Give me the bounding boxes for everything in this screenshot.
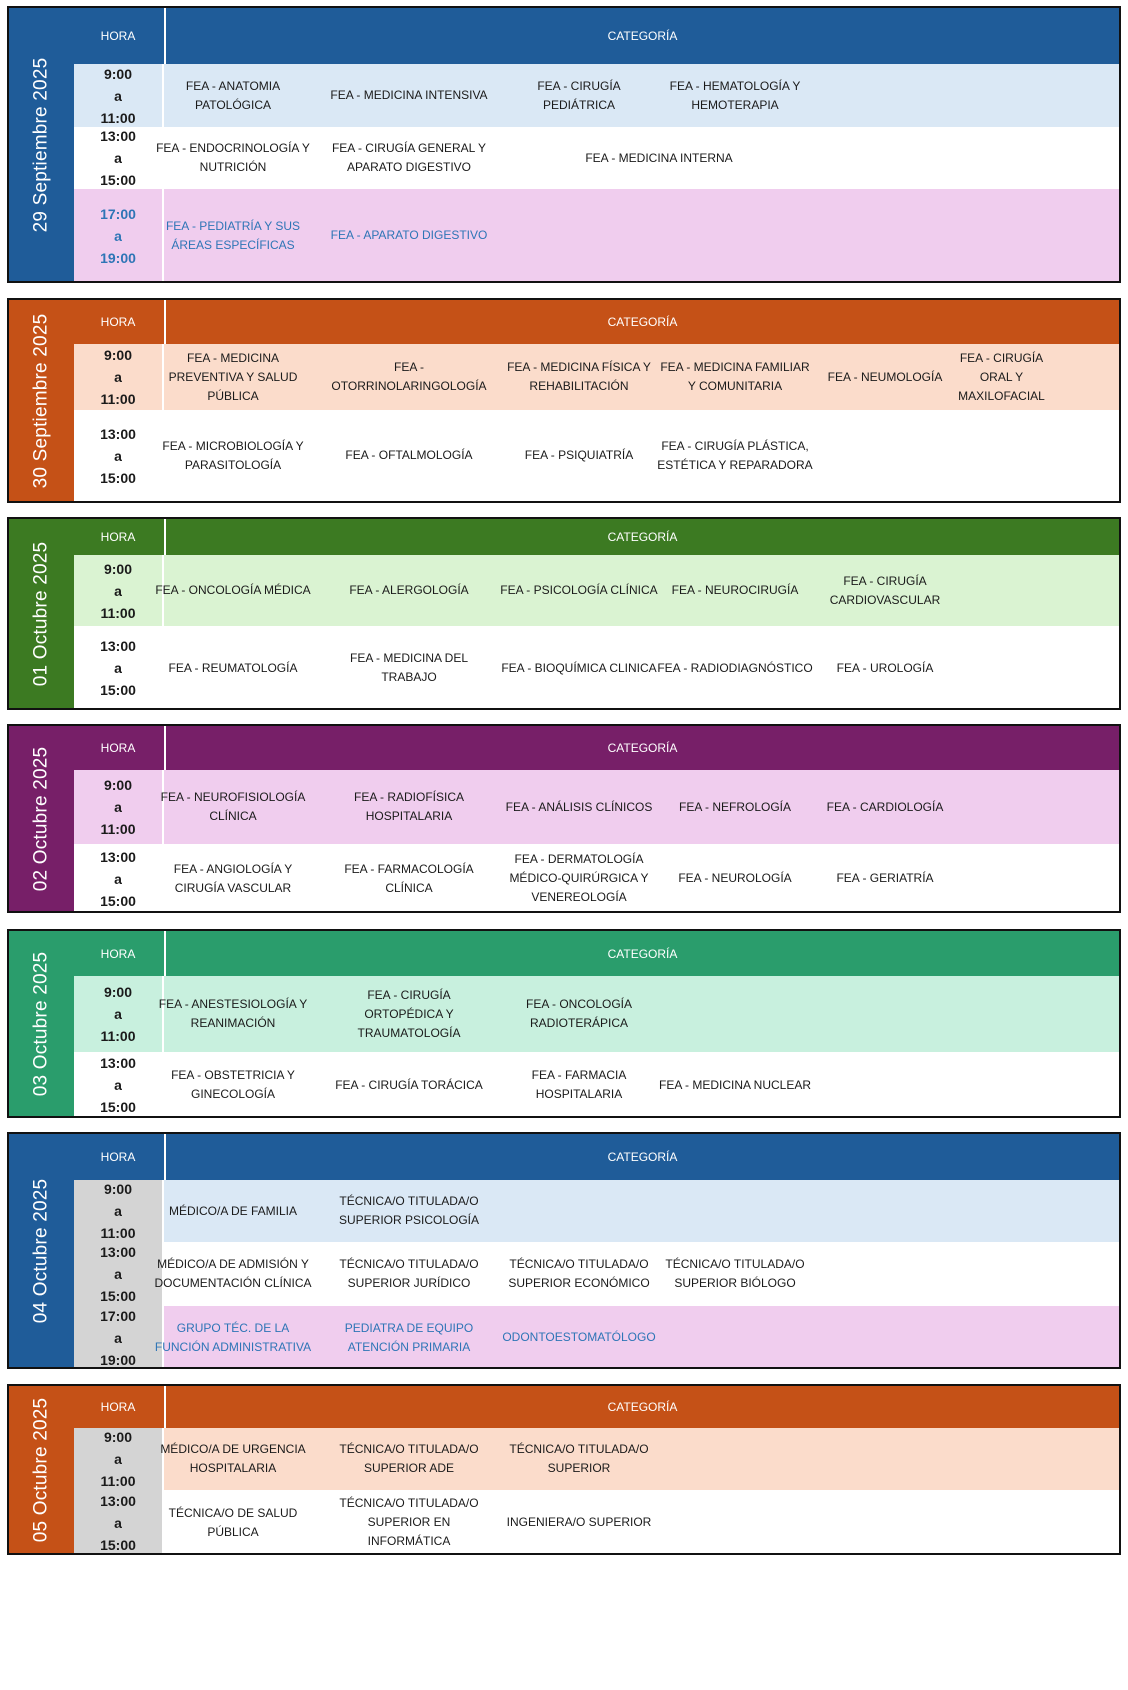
category-label: FEA - MICROBIOLOGÍA Y PARASITOLOGÍA bbox=[162, 438, 304, 472]
time-end: 19:00 bbox=[100, 1351, 136, 1368]
header-bar bbox=[74, 726, 1119, 770]
category-label: FEA - BIOQUÍMICA CLINICA bbox=[501, 660, 657, 675]
category-label: FEA - ANÁLISIS CLÍNICOS bbox=[505, 799, 653, 814]
category-label: FEA - OTORRINOLARINGOLOGÍA bbox=[331, 360, 487, 393]
hora-header: HORA bbox=[100, 1400, 136, 1414]
schedule-block bbox=[7, 1384, 1121, 1555]
date-column bbox=[9, 519, 74, 708]
category-label: PEDIATRA DE EQUIPO ATENCIÓN PRIMARIA bbox=[344, 1320, 474, 1354]
category-cell bbox=[806, 770, 964, 844]
header-bar bbox=[74, 300, 1119, 344]
time-slot bbox=[74, 1180, 162, 1242]
time-connector: a bbox=[114, 1329, 122, 1346]
category-cell bbox=[500, 844, 658, 913]
time-connector: a bbox=[114, 87, 122, 104]
time-start: 13:00 bbox=[100, 128, 136, 144]
category-label: FEA - MEDICINA PREVENTIVA Y SALUD PÚBLICA bbox=[168, 350, 298, 403]
category-label: FEA - PSICOLOGÍA CLÍNICA bbox=[500, 583, 658, 597]
schedule-block bbox=[7, 517, 1121, 710]
category-cell bbox=[944, 344, 1059, 410]
category-cell bbox=[154, 1490, 312, 1555]
schedule-row bbox=[74, 344, 1119, 410]
category-label: FEA - CARDIOLOGÍA bbox=[826, 799, 944, 814]
category-cell bbox=[656, 64, 814, 127]
category-label: FEA - CIRUGÍA GENERAL Y APARATO DIGESTIVO bbox=[331, 141, 487, 174]
time-start: 9:00 bbox=[103, 560, 133, 577]
category-cell bbox=[330, 189, 488, 282]
category-label: FEA - CIRUGÍA TORÁCICA bbox=[335, 1077, 483, 1092]
category-cell bbox=[806, 844, 964, 913]
time-connector: a bbox=[114, 1006, 122, 1022]
category-cell bbox=[154, 844, 312, 913]
time-start: 13:00 bbox=[100, 638, 136, 654]
time-connector: a bbox=[114, 447, 122, 464]
time-start: 13:00 bbox=[100, 848, 136, 865]
category-cell bbox=[330, 127, 488, 189]
time-start: 13:00 bbox=[100, 1055, 136, 1071]
category-cell bbox=[154, 976, 312, 1052]
time-slot bbox=[74, 1242, 162, 1306]
time-end: 11:00 bbox=[100, 391, 136, 407]
time-slot bbox=[74, 127, 162, 189]
categoria-header: CATEGORÍA bbox=[164, 8, 1119, 64]
category-cell bbox=[330, 844, 488, 913]
category-label: MÉDICO/A DE URGENCIA HOSPITALARIA bbox=[160, 1442, 306, 1475]
category-label: FEA - FARMACOLOGÍA CLÍNICA bbox=[344, 861, 474, 895]
category-label: FEA - ANGIOLOGÍA Y CIRUGÍA VASCULAR bbox=[173, 861, 293, 895]
category-label: FEA - ALERGOLOGÍA bbox=[349, 583, 469, 597]
date-label: 29 Septiembre 2025 bbox=[30, 57, 52, 232]
time-end: 15:00 bbox=[100, 469, 136, 486]
hora-header: HORA bbox=[100, 29, 136, 43]
category-cell bbox=[330, 1490, 488, 1555]
categoria-header: CATEGORÍA bbox=[164, 726, 1119, 770]
category-cell bbox=[806, 626, 964, 710]
category-label: TÉCNICA/O TITULADA/O SUPERIOR EN INFORMÁTICA bbox=[339, 1496, 479, 1548]
schedule-row bbox=[74, 1428, 1119, 1490]
category-cell bbox=[656, 344, 814, 410]
time-connector: a bbox=[114, 870, 122, 887]
category-cell bbox=[330, 1242, 488, 1306]
time-end: 15:00 bbox=[100, 172, 136, 188]
time-start: 9:00 bbox=[103, 1181, 133, 1197]
time-slot bbox=[74, 410, 162, 501]
category-label: TÉCNICA/O TITULADA/O SUPERIOR PSICOLOGÍA bbox=[338, 1194, 480, 1227]
schedule-row bbox=[74, 844, 1119, 913]
time-connector: a bbox=[114, 799, 122, 815]
category-cell bbox=[806, 555, 964, 626]
hora-header: HORA bbox=[100, 946, 136, 961]
category-label: FEA - NEUROCIRUGÍA bbox=[671, 583, 799, 597]
category-cell bbox=[330, 1180, 488, 1242]
time-end: 11:00 bbox=[100, 604, 136, 621]
time-slot bbox=[74, 1052, 162, 1118]
category-cell bbox=[656, 410, 814, 501]
time-slot bbox=[74, 1490, 162, 1555]
category-label: MÉDICO/A DE FAMILIA bbox=[168, 1203, 298, 1218]
category-cell bbox=[500, 1052, 658, 1118]
category-cell bbox=[500, 344, 658, 410]
time-end: 15:00 bbox=[100, 1536, 136, 1553]
category-cell bbox=[500, 127, 818, 189]
schedule-row bbox=[74, 1052, 1119, 1118]
time-end: 19:00 bbox=[100, 249, 136, 266]
time-slot bbox=[74, 189, 162, 282]
category-cell bbox=[154, 1052, 312, 1118]
time-slot bbox=[74, 976, 162, 1052]
category-cell bbox=[154, 1428, 312, 1490]
category-cell bbox=[330, 64, 488, 127]
categoria-header: CATEGORÍA bbox=[164, 1134, 1119, 1180]
time-slot bbox=[74, 64, 162, 127]
date-label: 03 Octubre 2025 bbox=[30, 951, 52, 1096]
category-cell bbox=[656, 844, 814, 913]
hora-header: HORA bbox=[100, 315, 136, 329]
schedule-block bbox=[7, 724, 1121, 913]
category-label: FEA - PEDIATRÍA Y SUS ÁREAS ESPECÍFICAS bbox=[165, 218, 301, 252]
header-bar bbox=[74, 1386, 1119, 1428]
category-cell bbox=[330, 1052, 488, 1118]
category-label: FEA - PSIQUIATRÍA bbox=[524, 448, 634, 462]
category-label: TÉCNICA/O TITULADA/O SUPERIOR ECONÓMICO bbox=[508, 1257, 650, 1290]
category-label: FEA - MEDICINA INTERNA bbox=[585, 150, 733, 165]
category-cell bbox=[330, 555, 488, 626]
time-connector: a bbox=[114, 1203, 122, 1219]
category-label: FEA - MEDICINA NUCLEAR bbox=[658, 1077, 812, 1092]
category-cell bbox=[330, 1428, 488, 1490]
time-start: 9:00 bbox=[103, 65, 133, 82]
category-label: TÉCNICA/O TITULADA/O SUPERIOR JURÍDICO bbox=[339, 1257, 479, 1290]
category-label: FEA - OBSTETRICIA Y GINECOLOGÍA bbox=[171, 1068, 295, 1101]
category-label: FEA - FARMACIA HOSPITALARIA bbox=[531, 1068, 627, 1101]
date-label: 04 Octubre 2025 bbox=[30, 1178, 52, 1323]
category-cell bbox=[500, 626, 658, 710]
category-cell bbox=[500, 976, 658, 1052]
category-cell bbox=[500, 1242, 658, 1306]
time-start: 13:00 bbox=[100, 1492, 136, 1509]
header-bar bbox=[74, 931, 1119, 976]
schedule-row bbox=[74, 1242, 1119, 1306]
category-label: TÉCNICA/O TITULADA/O SUPERIOR ADE bbox=[339, 1442, 479, 1475]
schedule-row bbox=[74, 555, 1119, 626]
schedule-block bbox=[7, 298, 1121, 503]
hora-header: HORA bbox=[100, 530, 136, 544]
schedule-row bbox=[74, 1306, 1119, 1369]
category-cell bbox=[154, 1180, 312, 1242]
header-bar bbox=[74, 519, 1119, 555]
category-label: FEA - CIRUGÍA CARDIOVASCULAR bbox=[829, 573, 941, 607]
category-label: FEA - HEMATOLOGÍA Y HEMOTERAPIA bbox=[669, 78, 801, 112]
category-label: FEA - MEDICINA FAMILIAR Y COMUNITARIA bbox=[660, 360, 810, 393]
schedule-block bbox=[7, 1132, 1121, 1369]
category-label: FEA - REUMATOLOGÍA bbox=[168, 660, 298, 675]
category-cell bbox=[500, 410, 658, 501]
hora-header: HORA bbox=[100, 1150, 136, 1164]
category-label: FEA - CIRUGÍA PEDIÁTRICA bbox=[537, 78, 621, 112]
time-end: 11:00 bbox=[100, 1225, 136, 1241]
category-cell bbox=[330, 344, 488, 410]
time-slot bbox=[74, 770, 162, 844]
date-column bbox=[9, 931, 74, 1116]
time-end: 11:00 bbox=[100, 821, 136, 837]
category-label: FEA - CIRUGÍA ORAL Y MAXILOFACIAL bbox=[958, 350, 1045, 403]
category-cell bbox=[330, 770, 488, 844]
time-start: 13:00 bbox=[100, 1244, 136, 1260]
category-cell bbox=[656, 555, 814, 626]
date-column bbox=[9, 726, 74, 911]
category-label: FEA - NEUMOLOGÍA bbox=[827, 369, 943, 384]
date-column bbox=[9, 8, 74, 281]
time-slot bbox=[74, 344, 162, 410]
time-connector: a bbox=[114, 150, 122, 166]
category-label: FEA - NEUROFISIOLOGÍA CLÍNICA bbox=[160, 790, 306, 823]
category-label: FEA - RADIODIAGNÓSTICO bbox=[657, 660, 813, 675]
category-cell bbox=[330, 1306, 488, 1369]
category-label: FEA - UROLOGÍA bbox=[836, 660, 934, 675]
category-cell bbox=[500, 1490, 658, 1555]
date-label: 02 Octubre 2025 bbox=[30, 746, 52, 891]
category-cell bbox=[154, 127, 312, 189]
time-end: 15:00 bbox=[100, 682, 136, 698]
header-bar bbox=[74, 1134, 1119, 1180]
category-cell bbox=[656, 770, 814, 844]
schedule-row bbox=[74, 1490, 1119, 1555]
category-cell bbox=[806, 344, 964, 410]
categoria-header: CATEGORÍA bbox=[164, 931, 1119, 976]
category-cell bbox=[330, 626, 488, 710]
category-cell bbox=[330, 976, 488, 1052]
category-cell bbox=[500, 1306, 658, 1369]
categoria-header: CATEGORÍA bbox=[164, 1386, 1119, 1428]
category-label: GRUPO TÉC. DE LA FUNCIÓN ADMINISTRATIVA bbox=[154, 1320, 312, 1354]
category-label: FEA - NEFROLOGÍA bbox=[678, 799, 792, 814]
category-label: FEA - MEDICINA INTENSIVA bbox=[330, 88, 488, 102]
schedule-row bbox=[74, 1180, 1119, 1242]
category-label: TÉCNICA/O DE SALUD PÚBLICA bbox=[168, 1505, 298, 1539]
category-label: TÉCNICA/O TITULADA/O SUPERIOR bbox=[509, 1442, 649, 1475]
time-start: 9:00 bbox=[103, 347, 133, 363]
category-cell bbox=[154, 344, 312, 410]
category-label: INGENIERA/O SUPERIOR bbox=[506, 1515, 652, 1529]
schedule-row bbox=[74, 770, 1119, 844]
category-cell bbox=[656, 1052, 814, 1118]
category-label: FEA - DERMATOLOGÍA MÉDICO-QUIRÚRGICA Y VENEREOLOGÍA bbox=[509, 852, 649, 904]
date-label: 01 Octubre 2025 bbox=[30, 541, 52, 686]
category-cell bbox=[154, 1242, 312, 1306]
date-column bbox=[9, 1386, 74, 1553]
time-connector: a bbox=[114, 369, 122, 385]
category-cell bbox=[330, 410, 488, 501]
schedule-block bbox=[7, 6, 1121, 283]
time-slot bbox=[74, 626, 162, 710]
category-label: FEA - ONCOLOGÍA MÉDICA bbox=[155, 583, 311, 597]
category-label: MÉDICO/A DE ADMISIÓN Y DOCUMENTACIÓN CLÍNICA bbox=[154, 1257, 312, 1290]
category-cell bbox=[154, 410, 312, 501]
category-label: TÉCNICA/O TITULADA/O SUPERIOR BIÓLOGO bbox=[665, 1257, 805, 1290]
hora-header: HORA bbox=[100, 741, 136, 755]
category-label: FEA - APARATO DIGESTIVO bbox=[330, 228, 488, 242]
time-connector: a bbox=[114, 660, 122, 676]
time-end: 15:00 bbox=[100, 892, 136, 909]
time-end: 11:00 bbox=[100, 1028, 136, 1044]
date-label: 30 Septiembre 2025 bbox=[30, 313, 52, 488]
schedule-block bbox=[7, 929, 1121, 1118]
time-connector: a bbox=[114, 1451, 122, 1467]
date-column bbox=[9, 300, 74, 501]
category-cell bbox=[154, 189, 312, 282]
time-connector: a bbox=[114, 1266, 122, 1282]
schedule-row bbox=[74, 127, 1119, 189]
header-bar bbox=[74, 8, 1119, 64]
schedule-row bbox=[74, 189, 1119, 282]
category-cell bbox=[500, 555, 658, 626]
categoria-header: CATEGORÍA bbox=[164, 300, 1119, 344]
category-label: FEA - OFTALMOLOGÍA bbox=[345, 448, 473, 462]
category-label: FEA - ANESTESIOLOGÍA Y REANIMACIÓN bbox=[158, 997, 308, 1030]
category-label: FEA - CIRUGÍA ORTOPÉDICA Y TRAUMATOLOGÍA bbox=[357, 987, 461, 1040]
time-slot bbox=[74, 844, 162, 913]
category-label: FEA - MEDICINA FÍSICA Y REHABILITACIÓN bbox=[507, 360, 651, 393]
date-label: 05 Octubre 2025 bbox=[30, 1397, 52, 1542]
category-cell bbox=[500, 64, 658, 127]
category-label: FEA - MEDICINA DEL TRABAJO bbox=[349, 651, 469, 684]
time-connector: a bbox=[114, 1077, 122, 1093]
schedule-row bbox=[74, 976, 1119, 1052]
time-end: 15:00 bbox=[100, 1288, 136, 1304]
category-cell bbox=[154, 1306, 312, 1369]
time-start: 9:00 bbox=[103, 1429, 133, 1445]
category-cell bbox=[500, 1428, 658, 1490]
time-slot bbox=[74, 1428, 162, 1490]
time-slot bbox=[74, 555, 162, 626]
category-cell bbox=[656, 1242, 814, 1306]
time-start: 17:00 bbox=[100, 1307, 136, 1324]
time-end: 11:00 bbox=[100, 1473, 136, 1489]
category-cell bbox=[154, 64, 312, 127]
time-connector: a bbox=[114, 227, 122, 244]
time-start: 17:00 bbox=[100, 205, 136, 222]
time-start: 13:00 bbox=[100, 425, 136, 442]
date-column bbox=[9, 1134, 74, 1367]
category-label: FEA - ENDOCRINOLOGÍA Y NUTRICIÓN bbox=[156, 141, 310, 174]
categoria-header: CATEGORÍA bbox=[164, 519, 1119, 555]
category-cell bbox=[656, 626, 814, 710]
time-start: 9:00 bbox=[103, 984, 133, 1000]
time-connector: a bbox=[114, 1514, 122, 1531]
category-cell bbox=[154, 555, 312, 626]
category-label: FEA - ANATOMIA PATOLÓGICA bbox=[185, 78, 281, 112]
time-end: 15:00 bbox=[100, 1099, 136, 1115]
category-label: FEA - CIRUGÍA PLÁSTICA, ESTÉTICA Y REPARADORA bbox=[657, 438, 813, 472]
time-start: 9:00 bbox=[103, 777, 133, 793]
category-label: FEA - NEUROLOGÍA bbox=[678, 871, 792, 885]
schedule-row bbox=[74, 626, 1119, 710]
category-label: FEA - GERIATRÍA bbox=[836, 871, 934, 885]
time-end: 11:00 bbox=[100, 109, 136, 126]
category-label: FEA - ONCOLOGÍA RADIOTERÁPICA bbox=[525, 997, 633, 1030]
time-slot bbox=[74, 1306, 162, 1369]
time-connector: a bbox=[114, 582, 122, 599]
schedule-row bbox=[74, 410, 1119, 501]
category-cell bbox=[500, 770, 658, 844]
category-cell bbox=[154, 770, 312, 844]
schedule-row bbox=[74, 64, 1119, 127]
category-label: ODONTOESTOMATÓLOGO bbox=[502, 1330, 656, 1344]
category-cell bbox=[154, 626, 312, 710]
category-label: FEA - RADIOFÍSICA HOSPITALARIA bbox=[353, 790, 464, 823]
